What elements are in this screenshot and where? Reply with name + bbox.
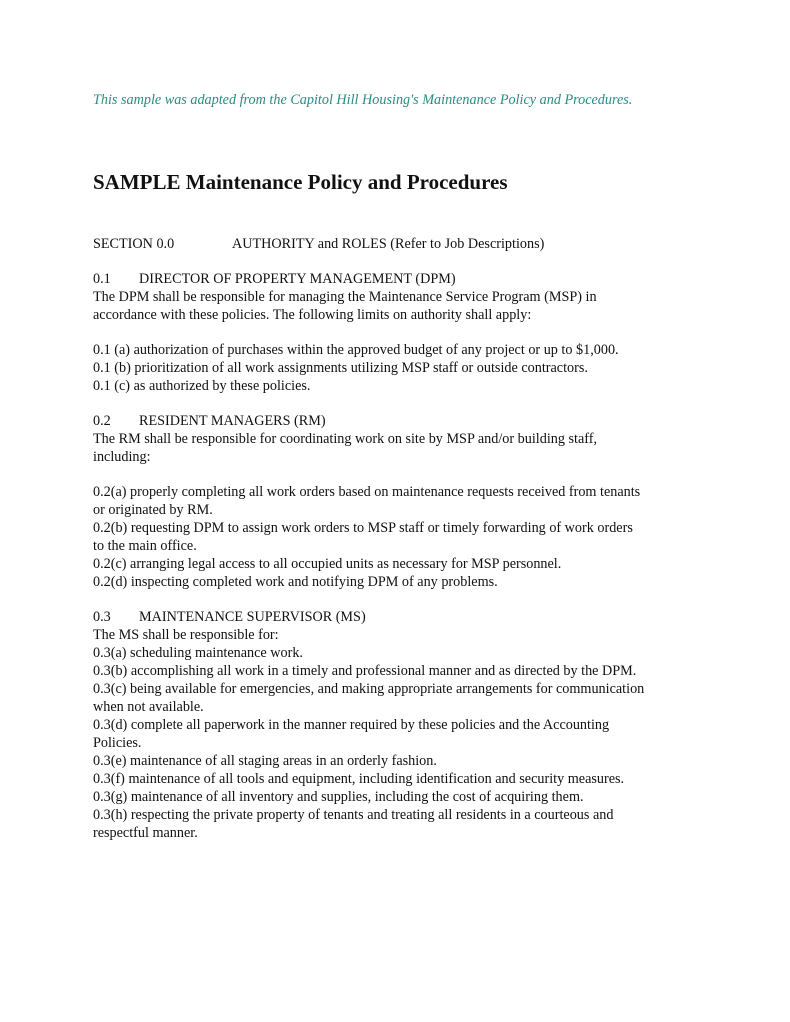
list-item: to the main office.: [93, 538, 197, 554]
list-item: 0.2(d) inspecting completed work and notifying DPM of any problems.: [93, 574, 498, 590]
paragraph-line: including:: [93, 449, 151, 465]
subsection-number: 0.2: [93, 413, 111, 429]
subsection-number: 0.1: [93, 271, 111, 287]
list-item: or originated by RM.: [93, 502, 213, 518]
document-body: [93, 235, 713, 842]
subsection-title: MAINTENANCE SUPERVISOR (MS): [139, 609, 366, 625]
subsection-heading-rm: [93, 412, 713, 430]
list-item: Policies.: [93, 735, 142, 751]
list-item: when not available.: [93, 699, 204, 715]
list-item: respectful manner.: [93, 825, 198, 841]
paragraph-line: The RM shall be responsible for coordinating work on site by MSP and/or building staff,: [93, 431, 597, 447]
paragraph-line: The DPM shall be responsible for managing the Maintenance Service Program (MSP) in: [93, 289, 597, 305]
section-number: SECTION 0.0: [93, 236, 175, 252]
list-item: 0.3(f) maintenance of all tools and equipment, including identification and security measures.: [93, 771, 625, 787]
list-item: 0.3(e) maintenance of all staging areas in an orderly fashion.: [93, 753, 437, 769]
list-item: 0.3(d) complete all paperwork in the manner required by these policies and the Accounting: [93, 717, 610, 733]
section-heading: [93, 235, 713, 253]
subsection-title: DIRECTOR OF PROPERTY MANAGEMENT (DPM): [139, 271, 456, 287]
list-item: 0.1 (c) as authorized by these policies.: [93, 378, 311, 394]
list-item: 0.3(h) respecting the private property of tenants and treating all residents in a courteous and: [93, 807, 614, 823]
list-item: 0.3(g) maintenance of all inventory and supplies, including the cost of acquiring them.: [93, 789, 584, 805]
list-item: 0.3(c) being available for emergencies, and making appropriate arrangements for communication: [93, 681, 645, 697]
document-title: SAMPLE Maintenance Policy and Procedures: [93, 170, 508, 194]
list-item: 0.2(a) properly completing all work orders based on maintenance requests received from tenants: [93, 484, 641, 500]
list-item: 0.2(c) arranging legal access to all occupied units as necessary for MSP personnel.: [93, 556, 562, 572]
list-item: 0.1 (b) prioritization of all work assignments utilizing MSP staff or outside contractors.: [93, 360, 588, 376]
list-item: 0.3(b) accomplishing all work in a timely and professional manner and as directed by the DPM.: [93, 663, 637, 679]
subsection-number: 0.3: [93, 609, 111, 625]
list-item: 0.1 (a) authorization of purchases within the approved budget of any project or up to $1,000.: [93, 342, 619, 358]
subsection-title: RESIDENT MANAGERS (RM): [139, 413, 326, 429]
paragraph-line: The MS shall be responsible for:: [93, 627, 279, 643]
section-title: AUTHORITY and ROLES (Refer to Job Descriptions): [232, 236, 545, 252]
paragraph-line: accordance with these policies. The following limits on authority shall apply:: [93, 307, 532, 323]
list-item: 0.3(a) scheduling maintenance work.: [93, 645, 303, 661]
list-item: 0.2(b) requesting DPM to assign work orders to MSP staff or timely forwarding of work orders: [93, 520, 633, 536]
source-note: This sample was adapted from the Capitol Hill Housing's Maintenance Policy and Procedures.: [93, 92, 633, 108]
subsection-heading-ms: [93, 608, 713, 626]
subsection-heading-dpm: [93, 270, 713, 288]
